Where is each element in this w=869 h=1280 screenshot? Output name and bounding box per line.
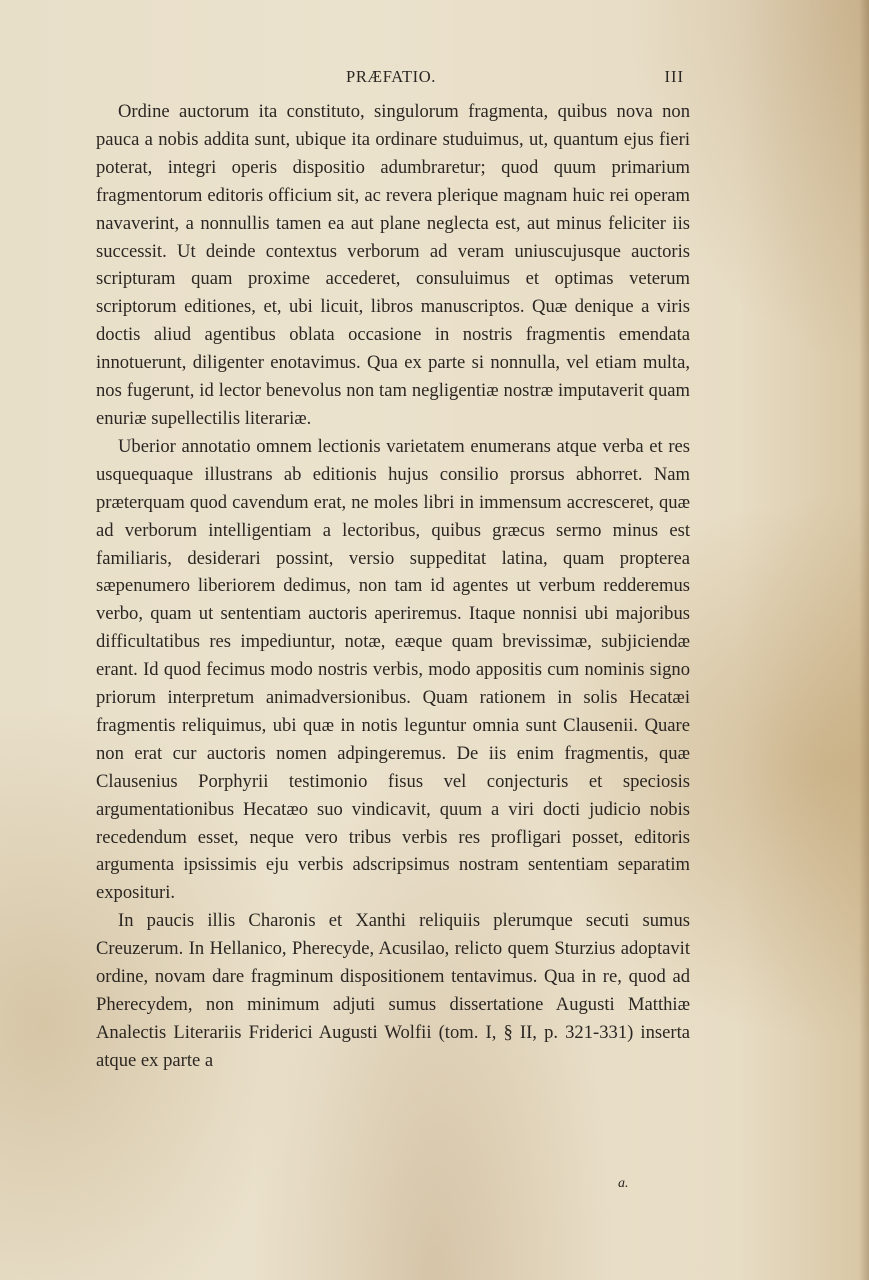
page-number: III xyxy=(664,67,684,86)
running-head: PRÆFATIO. xyxy=(346,67,436,86)
page-header xyxy=(96,67,686,93)
paragraph-2: Uberior annotatio omnem lectionis varietatem enumerans atque verba et res usquequaque illustrans ab editionis hujus consilio prorsus abhorret. Nam præterquam quod cavendum erat, ne moles libri in immensum accresceret, quæ ad verborum intelligentiam a lectoribus, quibus græcus sermo minus est familiaris, desiderari possint, versio suppeditat latina, quam propterea sæpenumero liberiorem dedimus, non tam id agentes ut verbum redderemus verbo, quam ut sententiam auctoris aperiremus. Itaque nonnisi ubi majoribus difficultatibus res impediuntur, notæ, eæque quam brevissimæ, subjiciendæ erant. Id quod fecimus modo nostris verbis, modo appositis cum nominis signo priorum interpretum animadversionibus. Quam rationem in solis Hecatæi fragmentis reliquimus, ubi quæ in notis leguntur omnia sunt Clausenii. Quare non erat cur auctoris nomen adpingeremus. De iis enim fragmentis, quæ Clausenius Porphyrii testimonio fisus vel conjecturis et speciosis argumentationibus Hecatæo suo vindicavit, quum a viri docti judicio nobis recedendum esset, neque vero tribus verbis res profligari posset, editoris argumenta ipsissimis eju verbis adscripsimus nostram sententiam separatim expositurі. xyxy=(96,435,690,904)
body-text xyxy=(96,98,690,1075)
signature-catchword: a. xyxy=(618,1176,629,1191)
paragraph-3: In paucis illis Charonis et Xanthi reliquiis plerumque secuti sumus Creuzerum. In Hellanico, Pherecyde, Acusilao, relicto quem Sturzius adoptavit ordine, novam dare fragminum dispositionem tentavimus. Qua in re, quod ad Pherecydem, non minimum adjuti sumus dissertatione Augusti Matthiæ Analectis Literariis Friderici Augusti Wolfii (tom. I, § II, p. 321-331) inserta atque ex parte a xyxy=(96,910,690,1071)
paragraph-1: Ordine auctorum ita constituto, singulorum fragmenta, quibus nova non pauca a nobis addita sunt, ubique ita ordinare studuimus, ut, quantum ejus fieri poterat, integri operis dispositio adumbraretur; quod quum primarium fragmentorum editoris officium sit, ac revera plerique magnam huic rei operam navaverint, a nonnullis tamen ea aut plane neglecta est, aut minus feliciter iis successit. Ut deinde contextus verborum ad veram uniuscujusque auctoris scripturam quam proxime accederet, consuluimus et optimas veterum scriptorum editiones, et, ubi licuit, libros manuscriptos. Quæ denique a viris doctis aliud agentibus oblata occasione in nostris fragmentis emendata innotuerunt, diligenter enotavimus. Qua ex parte si nonnulla, vel etiam multa, nos fugerunt, id lector benevolus non tam negligentiæ nostræ imputaverit quam enuriæ supellectilis literariæ. xyxy=(96,101,690,429)
page-edge-shadow xyxy=(859,0,869,1280)
